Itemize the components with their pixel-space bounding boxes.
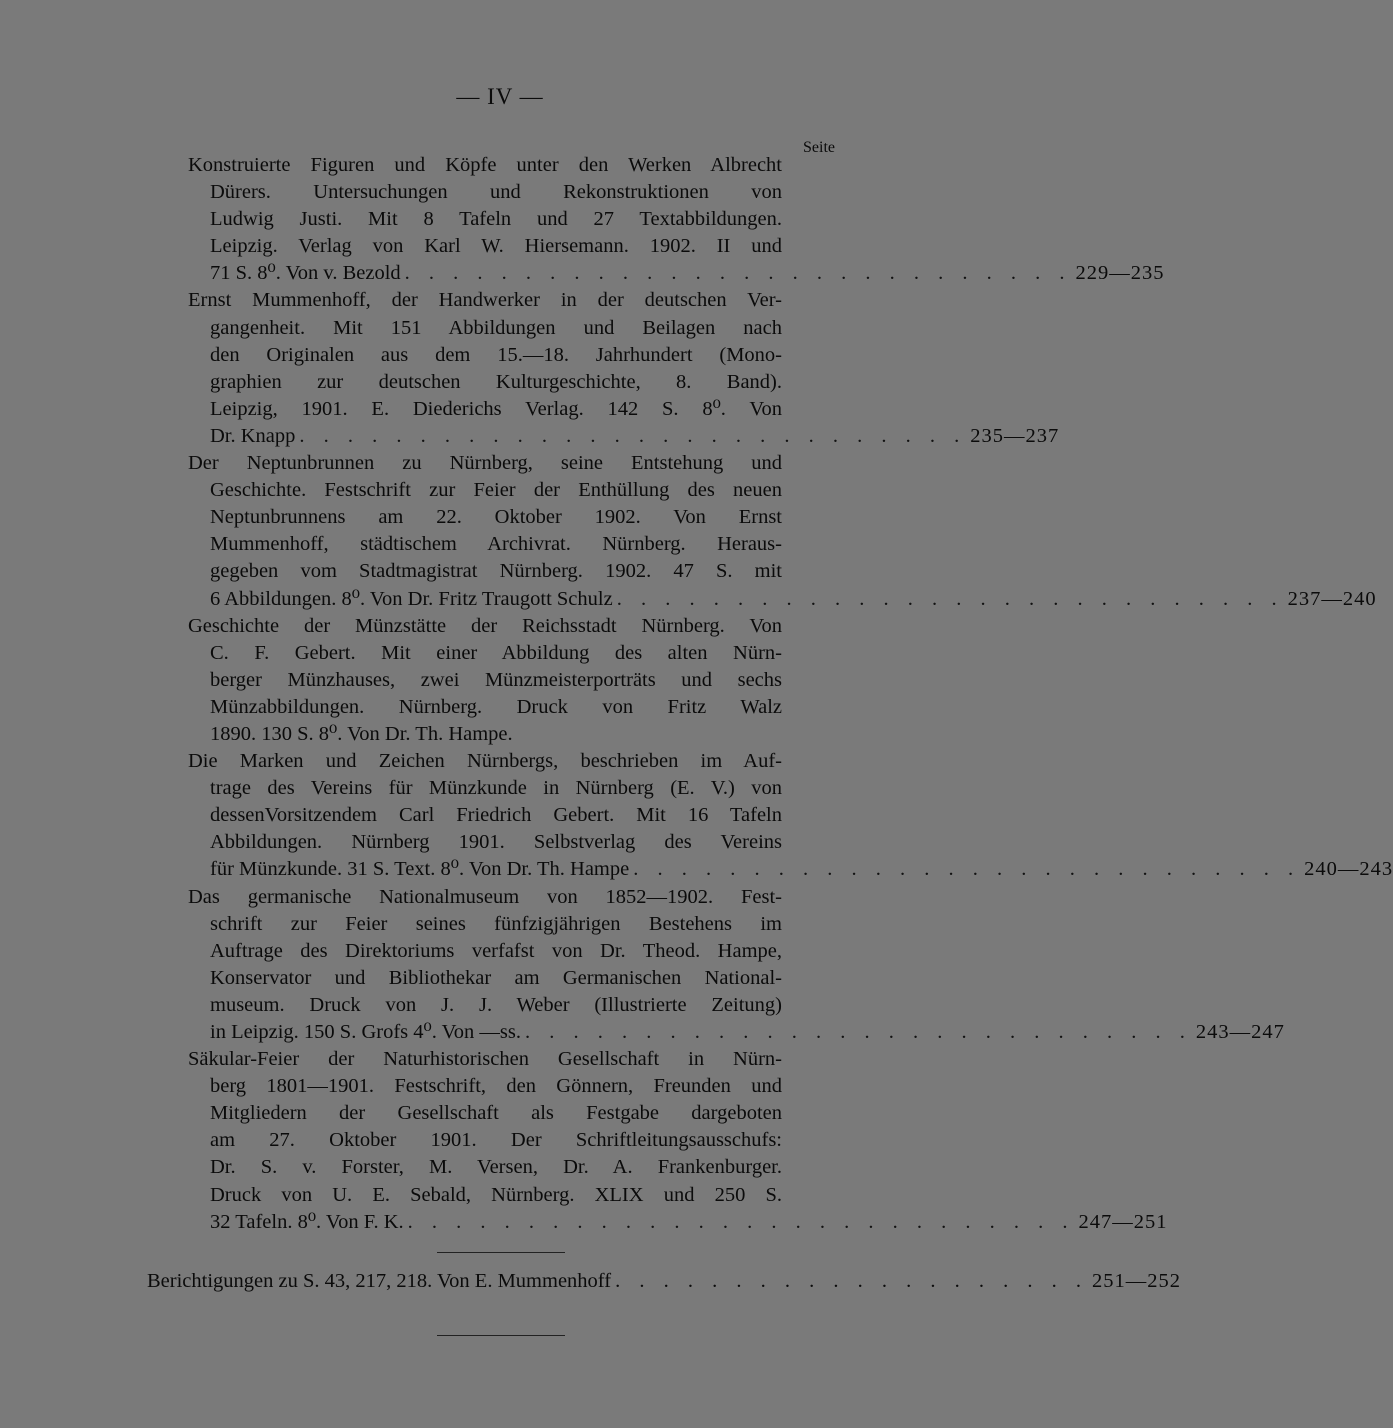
entry-pages: 243—247 [1195, 1021, 1285, 1043]
toc-entry [188, 613, 858, 748]
entry-line [188, 396, 858, 423]
divider-top [437, 1252, 565, 1253]
toc-entry [188, 152, 1165, 287]
entry-last-line [188, 260, 1165, 287]
entry-line-text: berger Münzhauses, zwei Münzmeisterporträts und sechs [210, 668, 782, 691]
entry-line [188, 938, 858, 965]
entry-line [188, 152, 858, 179]
entry-line [188, 287, 858, 314]
entry-line-text: Ernst Mummenhoff, der Handwerker in der deutschen Ver- [188, 289, 782, 312]
entry-line-text: Ludwig Justi. Mit 8 Tafeln und 27 Textabbildungen. [210, 208, 782, 231]
dot-leader: . . . . . . . . . . . . . . . . . . . . . . . . . . . . [299, 424, 967, 447]
entry-line-text: dessenVorsitzendem Carl Friedrich Gebert. Mit 16 Tafeln [210, 804, 782, 827]
toc-entry [188, 450, 1377, 613]
entry-last-text: 6 Abbildungen. 8⁰. Von Dr. Fritz Traugott Schulz [210, 587, 613, 610]
dot-leader: . . . . . . . . . . . . . . . . . . . . . . . . . . . . [633, 858, 1301, 881]
entry-line [188, 694, 858, 721]
entry-line-text: Leipzig, 1901. E. Diederichs Verlag. 142 S. 8⁰. Von [210, 397, 782, 420]
entry-line-text: berg 1801—1901. Festschrift, den Gönnern, Freunden und [210, 1075, 782, 1098]
entry-line [188, 1182, 858, 1209]
toc-entry [188, 1046, 1168, 1236]
entry-last-text: Dr. Knapp [210, 424, 296, 447]
entry-line-text: trage des Vereins für Münzkunde in Nürnberg (E. V.) von [210, 777, 782, 800]
entry-last-text: 71 S. 8⁰. Von v. Bezold [210, 262, 401, 285]
entry-line [188, 992, 858, 1019]
entry-line [188, 369, 858, 396]
entry-line-text: Dr. S. v. Forster, M. Versen, Dr. A. Frankenburger. [210, 1156, 782, 1179]
entry-last-line [188, 721, 858, 748]
dot-leader: . . . . . . . . . . . . . . . . . . . . . . . . . . . . [404, 262, 1072, 285]
entry-line-text: Münzabbildungen. Nürnberg. Druck von Fritz Walz [210, 695, 782, 718]
entry-line-text: gegeben vom Stadtmagistrat Nürnberg. 1902. 47 S. mit [210, 560, 782, 583]
dot-leader: . . . . . . . . . . . . . . . . . . . . [615, 1270, 1088, 1292]
toc-entry [188, 884, 1285, 1047]
entry-line [188, 1073, 858, 1100]
entry-last-line [188, 586, 1377, 613]
entry-line-text: Die Marken und Zeichen Nürnbergs, beschrieben im Auf- [188, 750, 782, 773]
entry-line [188, 179, 858, 206]
entry-line [188, 829, 858, 856]
entry-line-text: schrift zur Feier seines fünfzigjährigen Bestehens im [210, 912, 782, 935]
seite-label: Seite [803, 139, 835, 156]
entry-line [188, 640, 858, 667]
entry-line [188, 531, 858, 558]
entry-line-text: Der Neptunbrunnen zu Nürnberg, seine Entstehung und [188, 452, 782, 475]
entry-line [188, 884, 858, 911]
page-number: — IV — [456, 84, 544, 109]
entry-line-text: den Originalen aus dem 15.—18. Jahrhundert (Mono- [210, 343, 782, 366]
entry-line [188, 667, 858, 694]
entry-line-text: gangenheit. Mit 151 Abbildungen und Beilagen nach [210, 316, 782, 339]
berichtigung-pages: 251—252 [1091, 1270, 1181, 1292]
entry-line-text: graphien zur deutschen Kulturgeschichte, 8. Band). [210, 370, 782, 393]
entry-last-line [188, 1209, 1168, 1236]
entry-line [188, 802, 858, 829]
entry-line-text: Neptunbrunnens am 22. Oktober 1902. Von Ernst [210, 506, 782, 529]
entry-last-text: in Leipzig. 150 S. Grofs 4⁰. Von —ss. [210, 1021, 521, 1043]
entry-last-text: 1890. 130 S. 8⁰. Von Dr. Th. Hampe. [210, 722, 513, 745]
entry-pages: 247—251 [1078, 1210, 1168, 1233]
dot-leader: . . . . . . . . . . . . . . . . . . . . . . . . . . . . [407, 1210, 1075, 1233]
entry-line [188, 1154, 858, 1181]
entry-pages: 235—237 [970, 424, 1060, 447]
entry-last-line [188, 1019, 1285, 1046]
entry-last-line [188, 423, 1060, 450]
entry-line [188, 748, 858, 775]
entry-line-text: Mitgliedern der Gesellschaft als Festgabe dargeboten [210, 1102, 782, 1125]
entry-line [188, 315, 858, 342]
entry-pages: 237—240 [1287, 587, 1377, 610]
entry-line-text: Abbildungen. Nürnberg 1901. Selbstverlag des Vereins [210, 831, 782, 854]
entry-line-text: Dürers. Untersuchungen und Rekonstruktionen von [210, 181, 782, 204]
table-of-contents [188, 152, 1393, 1236]
entry-line-text: Druck von U. E. Sebald, Nürnberg. XLIX und 250 S. [210, 1183, 782, 1206]
entry-line-text: Geschichte. Festschrift zur Feier der Enthüllung des neuen [210, 479, 782, 502]
entry-line [188, 965, 858, 992]
entry-line-text: Leipzig. Verlag von Karl W. Hiersemann. 1902. II und [210, 235, 782, 258]
entry-line-text: Geschichte der Münzstätte der Reichsstadt Nürnberg. Von [188, 614, 782, 637]
entry-line-text: Mummenhoff, städtischem Archivrat. Nürnberg. Heraus- [210, 533, 782, 556]
entry-line [188, 342, 858, 369]
toc-entry [188, 287, 1060, 450]
entry-pages: 229—235 [1075, 262, 1165, 285]
dot-leader: . . . . . . . . . . . . . . . . . . . . . . . . . . . . [524, 1021, 1192, 1043]
entry-line [188, 1046, 858, 1073]
dot-leader: . . . . . . . . . . . . . . . . . . . . . . . . . . . . [616, 587, 1284, 610]
entry-line-text: Konstruierte Figuren und Köpfe unter den Werken Albrecht [188, 154, 782, 176]
entry-line-text: museum. Druck von J. J. Weber (Illustrierte Zeitung) [210, 993, 782, 1016]
entry-line-text: Das germanische Nationalmuseum von 1852—1902. Fest- [188, 885, 782, 908]
berichtigung-text: Berichtigungen zu S. 43, 217, 218. Von E. Mummenhoff [147, 1270, 612, 1292]
entry-line-text: am 27. Oktober 1901. Der Schriftleitungsausschufs: [210, 1129, 782, 1152]
entry-line [188, 450, 858, 477]
entry-line-text: C. F. Gebert. Mit einer Abbildung des alten Nürn- [210, 641, 782, 664]
entry-line [188, 1127, 858, 1154]
entry-line [188, 911, 858, 938]
entry-pages: 240—243 [1304, 858, 1393, 881]
entry-line [188, 477, 858, 504]
toc-entry [188, 748, 1393, 883]
divider-bottom [437, 1335, 565, 1336]
entry-line [188, 504, 858, 531]
entry-line [188, 233, 858, 260]
entry-line-text: Säkular-Feier der Naturhistorischen Gesellschaft in Nürn- [188, 1048, 782, 1071]
entry-line-text: Konservator und Bibliothekar am Germanischen National- [210, 966, 782, 989]
entry-last-text: für Münzkunde. 31 S. Text. 8⁰. Von Dr. Th. Hampe [210, 858, 630, 881]
entry-line [188, 775, 858, 802]
entry-line [188, 558, 858, 585]
entry-line [188, 1100, 858, 1127]
entry-line [188, 613, 858, 640]
entry-last-text: 32 Tafeln. 8⁰. Von F. K. [210, 1210, 404, 1233]
berichtigung-entry [147, 1270, 1181, 1293]
entry-line-text: Auftrage des Direktoriums verfafst von Dr. Theod. Hampe, [210, 939, 782, 962]
entry-last-line [188, 856, 1393, 883]
entry-line [188, 206, 858, 233]
